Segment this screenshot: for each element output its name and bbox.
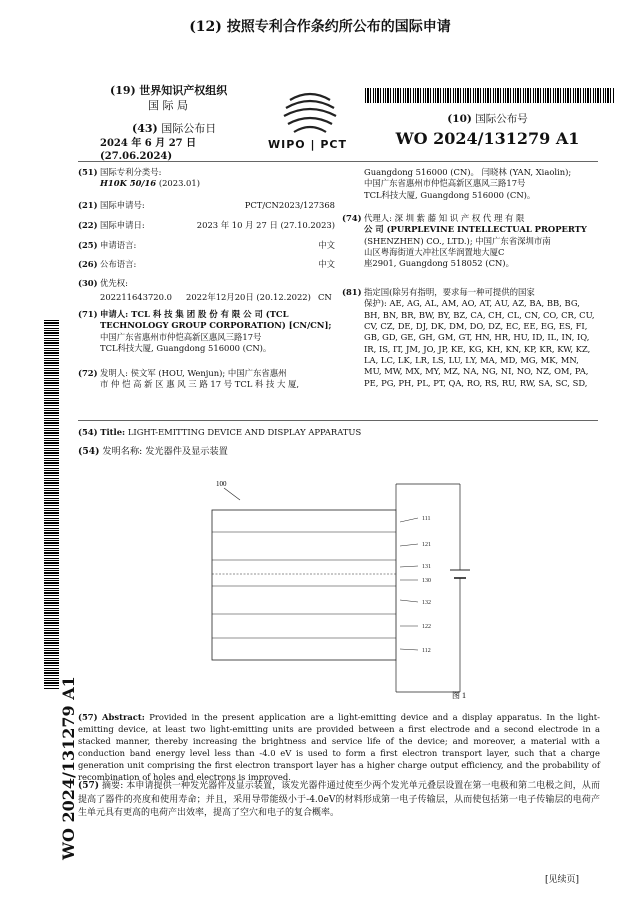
field-51-year: (2023.01) — [158, 178, 200, 189]
field-25-label: 申请语言: — [100, 240, 137, 250]
field-81-line: IR, IS, IT, JM, JO, JP, KE, KG, KH, KN, KP, KR, KW, KZ, — [364, 343, 591, 354]
field-26-label: 公布语言: — [100, 259, 137, 269]
layer-label-122: 122 — [422, 624, 431, 630]
figure-caption: 图 1 — [452, 691, 466, 700]
title-cn-value: 发光器件及显示装置 — [145, 446, 228, 457]
field-72-line1: 发明人: 侯文军 (HOU, Wenjun); 中国广东省惠州 — [100, 368, 287, 378]
figure-1 — [200, 478, 480, 700]
field-71-line4: TCL科技大厦, Guangdong 516000 (CN)。 — [100, 343, 272, 354]
right-continuation — [364, 167, 600, 201]
pubno-code: (10) — [447, 113, 472, 125]
ref-100: 100 — [216, 480, 227, 488]
field-21-label: 国际申请号: — [100, 200, 145, 210]
pubno-label: 国际公布号 — [475, 113, 528, 125]
title-en-value: LIGHT-EMITTING DEVICE AND DISPLAY APPARATUS — [127, 427, 362, 437]
title-en: (54) Title: LIGHT-EMITTING DEVICE AND DISPLAY APPARATUS — [78, 427, 362, 437]
field-81-line: CV, CZ, DE, DJ, DK, DM, DO, DZ, EC, EE, EG, ES, FI, — [364, 321, 588, 332]
field-26-value: 中文 — [318, 259, 335, 269]
field-30-date: 2022年12月20日 (20.12.2022) — [186, 292, 311, 302]
device-diagram — [200, 478, 480, 700]
org-code: (19) — [110, 84, 136, 97]
ref-100-leader — [224, 488, 240, 500]
field-81-line: LA, LC, LK, LR, LS, LU, LY, MA, MD, MG, MK, MN, — [364, 355, 579, 366]
abstract-cn: (57) 摘要: 本申请提供一种发光器件及显示装置，该发光器件通过使至少两个发光单元叠层设置在第一电极和第二电极之间，从而提高了器件的亮度和使用寿命；并且，采用导带能级小于-4.0eV的材料形成第一电子传输层，从而使包括第一电子传输层的电荷产生单元具有更高的电荷产出效率，提高了空穴和电子的复合概率。 — [78, 781, 600, 818]
abstract-cn-text: 本申请提供一种发光器件及显示装置，该发光器件通过使至少两个发光单元叠层设置在第一电极和第二电极之间，从而提高了器件的亮度和使用寿命；并且，采用导带能级小于-4.0eV的材料形成第一电子传输层，从而使包括第一电子传输层的电荷产生单元具有更高的电荷产出效率，提高了空穴和电子的复合概率。 — [78, 781, 600, 818]
layer-label-130: 130 — [422, 578, 431, 584]
pubno-value: WO 2024/131279 A1 — [395, 129, 580, 149]
vertical-pubno: WO 2024/131279 A1 — [59, 676, 78, 860]
field-30-country: CN — [318, 292, 332, 302]
field-71-line3: 中国广东省惠州市仲恺高新区惠风三路17号 — [100, 331, 262, 342]
field-74-line5: 座2901, Guangdong 518052 (CN)。 — [364, 258, 514, 269]
layer-label-132: 132 — [422, 600, 431, 606]
barcode-top — [365, 88, 615, 103]
field-21-value: PCT/CN2023/127368 — [244, 200, 335, 210]
layer-label-112: 112 — [422, 648, 431, 654]
field-81-line: PE, PG, PH, PL, PT, QA, RO, RS, RU, RW, SA, SC, SD, — [364, 377, 588, 388]
pubdate-code: (43) — [132, 122, 158, 136]
field-72-line2: 市 仲 恺 高 新 区 惠 风 三 路 17 号 TCL 科 技 大 厦, — [100, 379, 300, 390]
header-right-block — [360, 112, 615, 150]
title-cn-label: 发明名称: — [102, 446, 143, 457]
layer-label-131: 131 — [422, 564, 431, 570]
field-30-appno: 202211643720.0 — [100, 292, 172, 302]
barcode-vertical — [44, 320, 59, 690]
field-22-value: 2023 年 10 月 27 日 (27.10.2023) — [196, 220, 335, 230]
field-25-value: 中文 — [318, 240, 335, 250]
abstract-en-label: Abstract: — [102, 712, 145, 722]
org-name: 世界知识产权组织 — [139, 84, 228, 97]
right-cont-line1: Guangdong 516000 (CN)。 闫晓林 (YAN, Xiaolin); — [364, 167, 572, 177]
title-cn: (54) 发明名称: 发光器件及显示装置 — [78, 446, 228, 457]
field-30-label: 优先权: — [100, 278, 128, 288]
field-74-line2: 公 司 (PURPLEVINE INTELLECTUAL PROPERTY — [364, 224, 587, 235]
field-51-class: H10K 50/16 — [100, 178, 157, 189]
field-74-line1: 代理人: 深 圳 紫 藤 知 识 产 权 代 理 有 限 — [364, 213, 525, 223]
field-74-line4: 山区粤海街道大冲社区华润置地大厦C — [364, 247, 505, 258]
abstract-en-text: Provided in the present application are a light-emitting device and a display apparatus. In the light-emitting device, at least two light-emitting units are provided between a first electrode and a second electrode in a stacked manner, thereby increasing the brightness and service life of the device; and moreover, a material with a conduction band energy level less than -4.0 eV is used to form a first electron transport layer, such that a charge generation unit comprising the first electron transport layer has a higher charge output efficiency, and the probability of recombination of holes and electrons is improved. — [78, 712, 600, 782]
document-title: (12) 按照专利合作条约所公布的国际申请 — [189, 19, 451, 35]
layer-stack — [212, 510, 396, 660]
field-71-line2: TECHNOLOGY GROUP CORPORATION) [CN/CN]; — [100, 320, 332, 331]
section-rule — [78, 420, 598, 421]
right-cont-line3: TCL科技大厦, Guangdong 516000 (CN)。 — [364, 189, 536, 200]
wipo-pct-text: WIPO | PCT — [268, 138, 347, 151]
header-left-block — [100, 83, 260, 164]
header-rule — [78, 161, 598, 162]
field-51-label: 国际专利分类号: — [100, 167, 162, 177]
abstract-en: (57) Abstract: Provided in the present application are a light-emitting device and a display apparatus. In the light-emitting device, at least two light-emitting units are provided between a first electrode and a second electrode in a stacked manner, thereby increasing the brightness and service life of the device; and moreover, a material with a conduction band energy level less than -4.0 eV is used to form a first electron transport layer, such that a charge generation unit comprising the first electron transport layer has a higher charge output efficiency, and the probability of recombination of holes and electrons is improved. — [78, 712, 600, 782]
layer-label-111: 111 — [422, 516, 431, 522]
title-en-label: Title: — [100, 427, 126, 437]
field-81-line: 保护): AE, AG, AL, AM, AO, AT, AU, AZ, BA, BB, BG, — [364, 298, 580, 309]
continued-label: [见续页] — [545, 875, 580, 885]
pubdate-value: 2024 年 6 月 27 日 (27.06.2024) — [100, 137, 197, 163]
abstract-cn-label: 摘要: — [102, 781, 124, 791]
field-22-label: 国际申请日: — [100, 220, 145, 230]
field-81-line: MU, MW, MX, MY, MZ, NA, NG, NI, NO, NZ, OM, PA, — [364, 366, 589, 377]
right-cont-line2: 中国广东省惠州市仲恺高新区惠风三路17号 — [364, 178, 526, 189]
pubdate-label: 国际公布日 — [161, 122, 217, 136]
field-74-line3: (SHENZHEN) CO., LTD.); 中国广东省深圳市南 — [364, 235, 551, 246]
field-81-line: BH, BN, BR, BW, BY, BZ, CA, CH, CL, CN, CO, CR, CU, — [364, 309, 595, 320]
field-81-line: GB, GD, GE, GH, GM, GT, HN, HR, HU, ID, IL, IN, IQ, — [364, 332, 590, 343]
field-81-line: 指定国(除另有指明，要求每一种可提供的国家 — [364, 287, 535, 297]
field-71-line1: 申请人: TCL 科 技 集 团 股 份 有 限 公 司 (TCL — [100, 309, 289, 319]
org-bureau: 国 际 局 — [148, 99, 188, 113]
layer-label-121: 121 — [422, 542, 431, 548]
